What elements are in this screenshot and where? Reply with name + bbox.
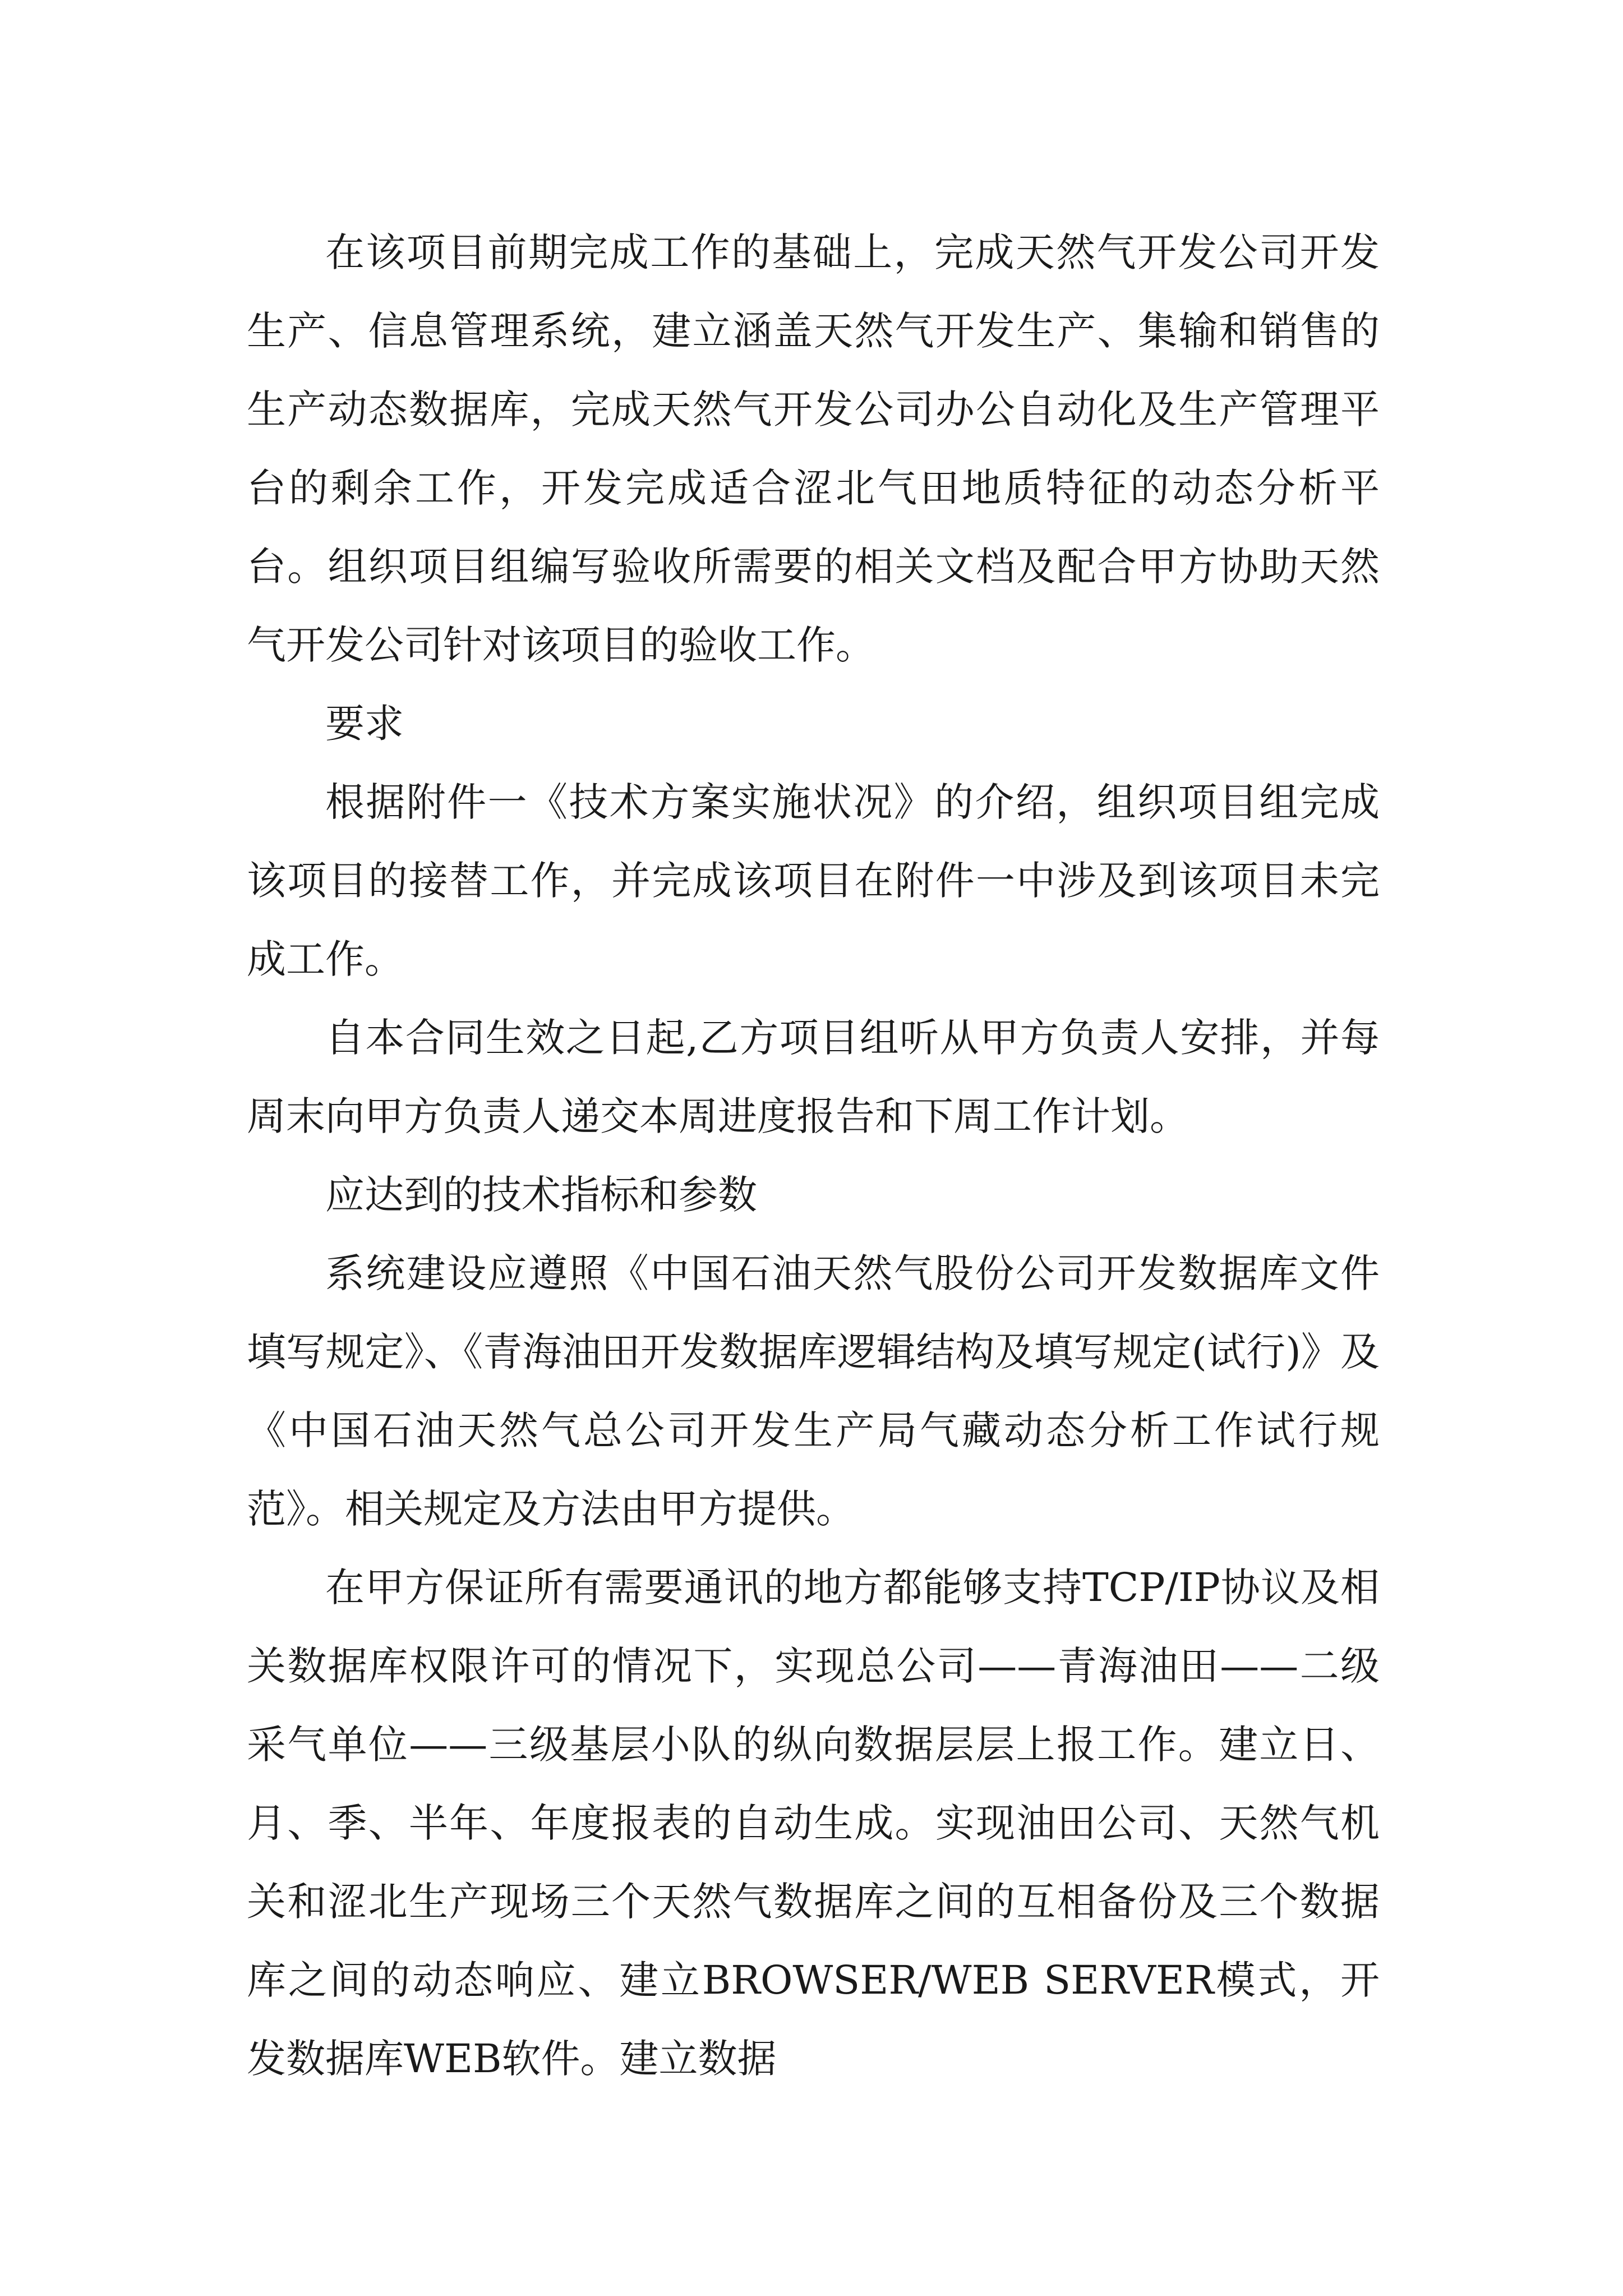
paragraph-handover: 根据附件一《技术方案实施状况》的介绍，组织项目组完成该项目的接替工作，并完成该项目在附件一中涉及到该项目未完成工作。 bbox=[247, 779, 1380, 982]
document-body bbox=[247, 213, 1380, 2098]
paragraph-data-reporting: 在甲方保证所有需要通讯的地方都能够支持TCP/IP协议及相关数据库权限许可的情况下，实现总公司——青海油田——二级采气单位——三级基层小队的纵向数据层层上报工作。建立日、月、季、半年、年度报表的自动生成。实现油田公司、天然气机关和涩北生产现场三个天然气数据库之间的互相备份及三个数据库之间的动态响应、建立BROWSER/WEB SERVER模式，开发数据库WEB软件。建立数据 bbox=[247, 1565, 1380, 2082]
paragraph-standards: 系统建设应遵照《中国石油天然气股份公司开发数据库文件填写规定》、《青海油田开发数据库逻辑结构及填写规定(试行)》及《中国石油天然气总公司开发生产局气藏动态分析工作试行规范》。相关规定及方法由甲方提供。 bbox=[247, 1250, 1380, 1532]
heading-requirements: 要求 bbox=[325, 701, 404, 747]
heading-technical-indicators: 应达到的技术指标和参数 bbox=[325, 1172, 757, 1218]
paragraph-project-scope: 在该项目前期完成工作的基础上，完成天然气开发公司开发生产、信息管理系统，建立涵盖天然气开发生产、集输和销售的生产动态数据库，完成天然气开发公司办公自动化及生产管理平台的剩余工作，开发完成适合涩北气田地质特征的动态分析平台。组织项目组编写验收所需要的相关文档及配合甲方协助天然气开发公司针对该项目的验收工作。 bbox=[247, 229, 1380, 668]
paragraph-weekly-report: 自本合同生效之日起,乙方项目组听从甲方负责人安排，并每周末向甲方负责人递交本周进度报告和下周工作计划。 bbox=[247, 1015, 1380, 1139]
